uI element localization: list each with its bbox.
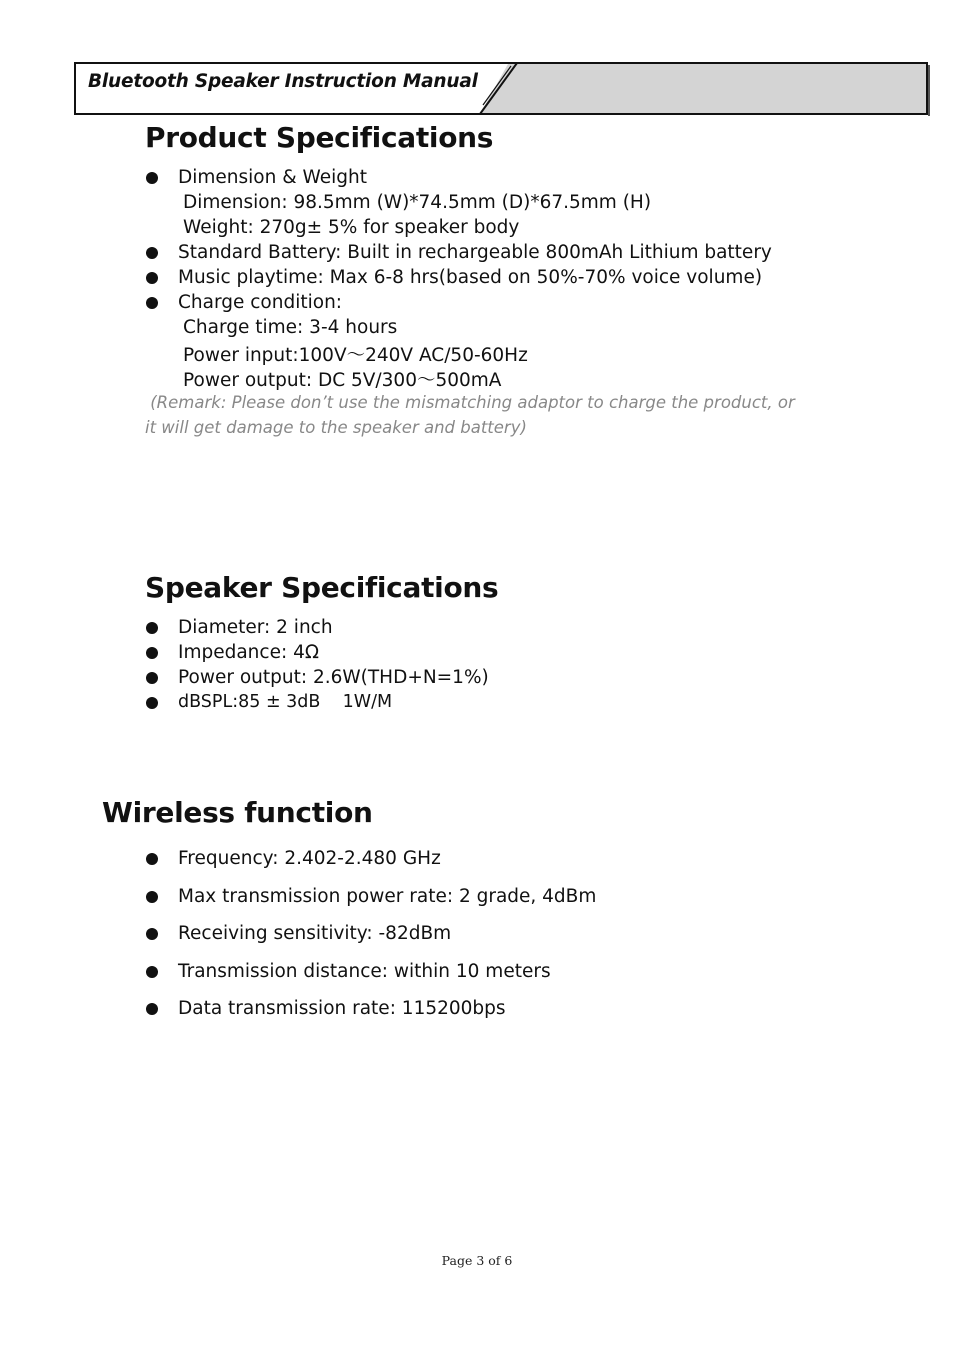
bullet-icon — [146, 891, 158, 903]
power-input-line: Power input:100V～240V AC/50-60Hz — [183, 345, 528, 366]
remark-line: (Remark: Please don’t use the mismatching adaptor to charge the product, or — [145, 393, 795, 412]
header-title: Bluetooth Speaker Instruction Manual — [88, 71, 478, 92]
header-banner — [74, 62, 930, 116]
charge-time-line: Charge time: 3-4 hours — [183, 317, 398, 338]
bullet-icon — [146, 647, 158, 659]
bullet-icon — [146, 697, 158, 709]
wireless-function-heading: Wireless function — [102, 796, 373, 829]
product-specifications-heading: Product Specifications — [145, 121, 494, 154]
weight-line: Weight: 270g± 5% for speaker body — [183, 217, 520, 238]
bullet-icon — [146, 247, 158, 259]
bullet-icon — [146, 622, 158, 634]
bullet-icon — [146, 853, 158, 865]
bullet-icon — [146, 272, 158, 284]
power-output-line: Power output: DC 5V/300～500mA — [183, 370, 502, 391]
bullet-icon — [146, 966, 158, 978]
bullet-icon — [146, 672, 158, 684]
page-number: Page 3 of 6 — [441, 1253, 513, 1268]
bullet-icon — [146, 297, 158, 309]
speaker-specifications-heading: Speaker Specifications — [145, 571, 499, 604]
remark-line: it will get damage to the speaker and battery) — [145, 418, 527, 437]
dimension-line: Dimension: 98.5mm (W)*74.5mm (D)*67.5mm (H) — [183, 192, 652, 213]
bullet-icon — [146, 1003, 158, 1015]
bullet-icon — [146, 928, 158, 940]
bullet-icon — [146, 172, 158, 184]
